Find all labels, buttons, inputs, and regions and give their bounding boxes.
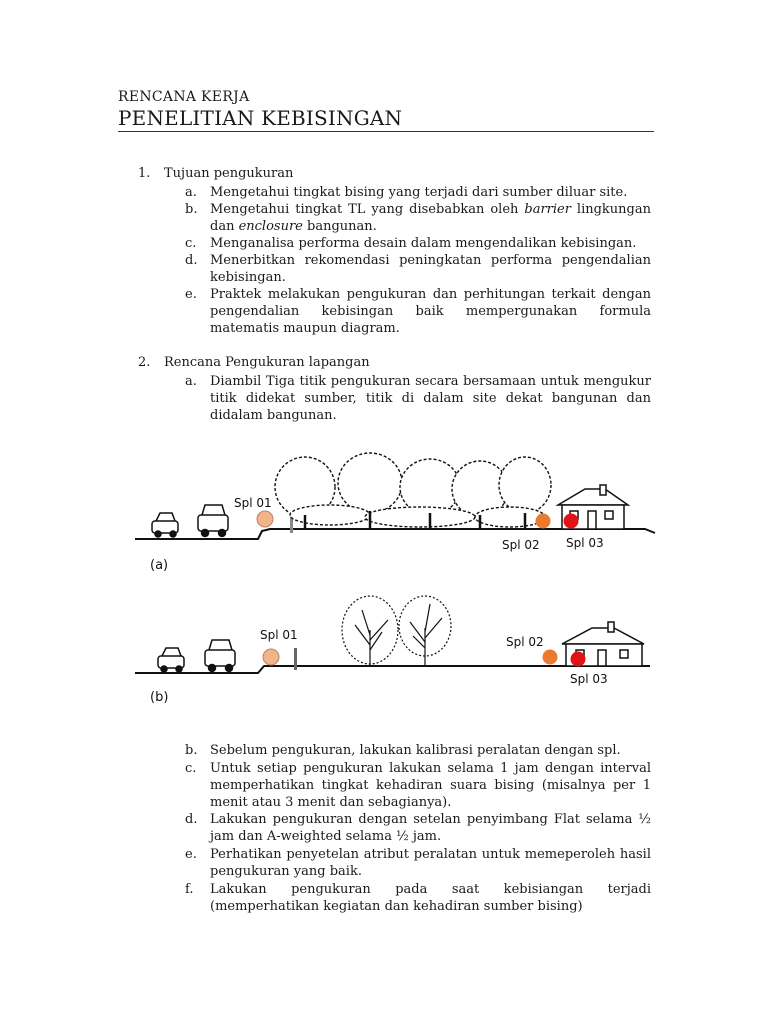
- item-text: Sebelum pengukuran, lakukan kalibrasi peralatan dengan spl.: [210, 743, 621, 758]
- trees-illustration: [275, 453, 551, 527]
- item-letter: b.: [185, 202, 198, 217]
- spl-03-label: Spl 03: [570, 672, 608, 686]
- car-icon: [158, 648, 184, 672]
- spl-02-marker: [543, 650, 558, 665]
- item-letter: b.: [185, 743, 198, 758]
- item-text: Lakukan pengukuran dengan setelan penyimbang Flat selama ½ jam dan A-weighted selama ½ jam.: [210, 812, 651, 844]
- item-text: Diambil Tiga titik pengukuran secara bersamaan untuk mengukur titik didekat sumber, titik di dalam site dekat bangunan dan didalam bangunan.: [210, 374, 651, 423]
- item-letter: c.: [185, 761, 197, 776]
- item-text: Praktek melakukan pengukuran dan perhitungan terkait dengan pengendalian kebisingan baik mempergunakan formula matematis maupun diagram.: [210, 287, 651, 336]
- spl-02-marker: [536, 514, 551, 529]
- item-letter: e.: [185, 287, 197, 302]
- figure-b-diagram: [130, 590, 670, 715]
- item-text: Menganalisa performa desain dalam mengendalikan kebisingan.: [210, 236, 637, 251]
- item-letter: d.: [185, 812, 198, 827]
- item-letter: e.: [185, 847, 197, 862]
- item-text: Perhatikan penyetelan atribut peralatan untuk memeperoleh hasil pengukuran yang baik.: [210, 847, 651, 879]
- spl-03-marker: [571, 652, 586, 667]
- section-number: 1.: [138, 166, 151, 181]
- car-icon: [152, 513, 178, 537]
- section-number: 2.: [138, 355, 151, 370]
- figure-a-svg: [130, 445, 670, 585]
- item-letter: a.: [185, 374, 197, 389]
- item-text: Mengetahui tingkat TL yang disebabkan oleh barrier lingkungan dan enclosure bangunan.: [210, 202, 651, 234]
- figure-tag: (a): [150, 558, 169, 573]
- section-title: Rencana Pengukuran lapangan: [164, 355, 370, 370]
- spl-01-marker: [257, 511, 273, 527]
- item-text: Mengetahui tingkat bising yang terjadi dari sumber diluar site.: [210, 185, 628, 200]
- figure-b-svg: [130, 590, 670, 715]
- document-subtitle: RENCANA KERJA: [118, 89, 250, 105]
- spl-01-marker: [263, 649, 279, 665]
- item-letter: d.: [185, 253, 198, 268]
- spl-02-label: Spl 02: [506, 635, 544, 649]
- item-letter: a.: [185, 185, 197, 200]
- title-divider: [118, 131, 654, 132]
- item-letter: f.: [185, 882, 194, 897]
- car-icon: [198, 505, 228, 537]
- car-icon: [205, 640, 235, 672]
- figure-tag: (b): [150, 690, 169, 705]
- figure-a-diagram: [130, 445, 670, 585]
- spl-01-label: Spl 01: [260, 628, 298, 642]
- section-title: Tujuan pengukuran: [164, 166, 294, 181]
- barrier-post: [294, 648, 297, 670]
- document-title: PENELITIAN KEBISINGAN: [118, 106, 403, 130]
- spl-03-marker: [564, 514, 579, 529]
- spl-03-label: Spl 03: [566, 536, 604, 550]
- spl-02-label: Spl 02: [502, 538, 540, 552]
- item-text: Lakukan pengukuran pada saat kebisiangan terjadi (memperhatikan kegiatan dan kehadiran sumber bising): [210, 882, 651, 914]
- item-letter: c.: [185, 236, 197, 251]
- item-text: Untuk setiap pengukuran lakukan selama 1 jam dengan interval memperhatikan tingkat kehadiran suara bising (misalnya per 1 menit atau 3 menit dan sebagianya).: [210, 761, 651, 810]
- item-text: Menerbitkan rekomendasi peningkatan performa pengendalian kebisingan.: [210, 253, 651, 285]
- spl-01-label: Spl 01: [234, 496, 272, 510]
- trees-illustration: [342, 596, 451, 666]
